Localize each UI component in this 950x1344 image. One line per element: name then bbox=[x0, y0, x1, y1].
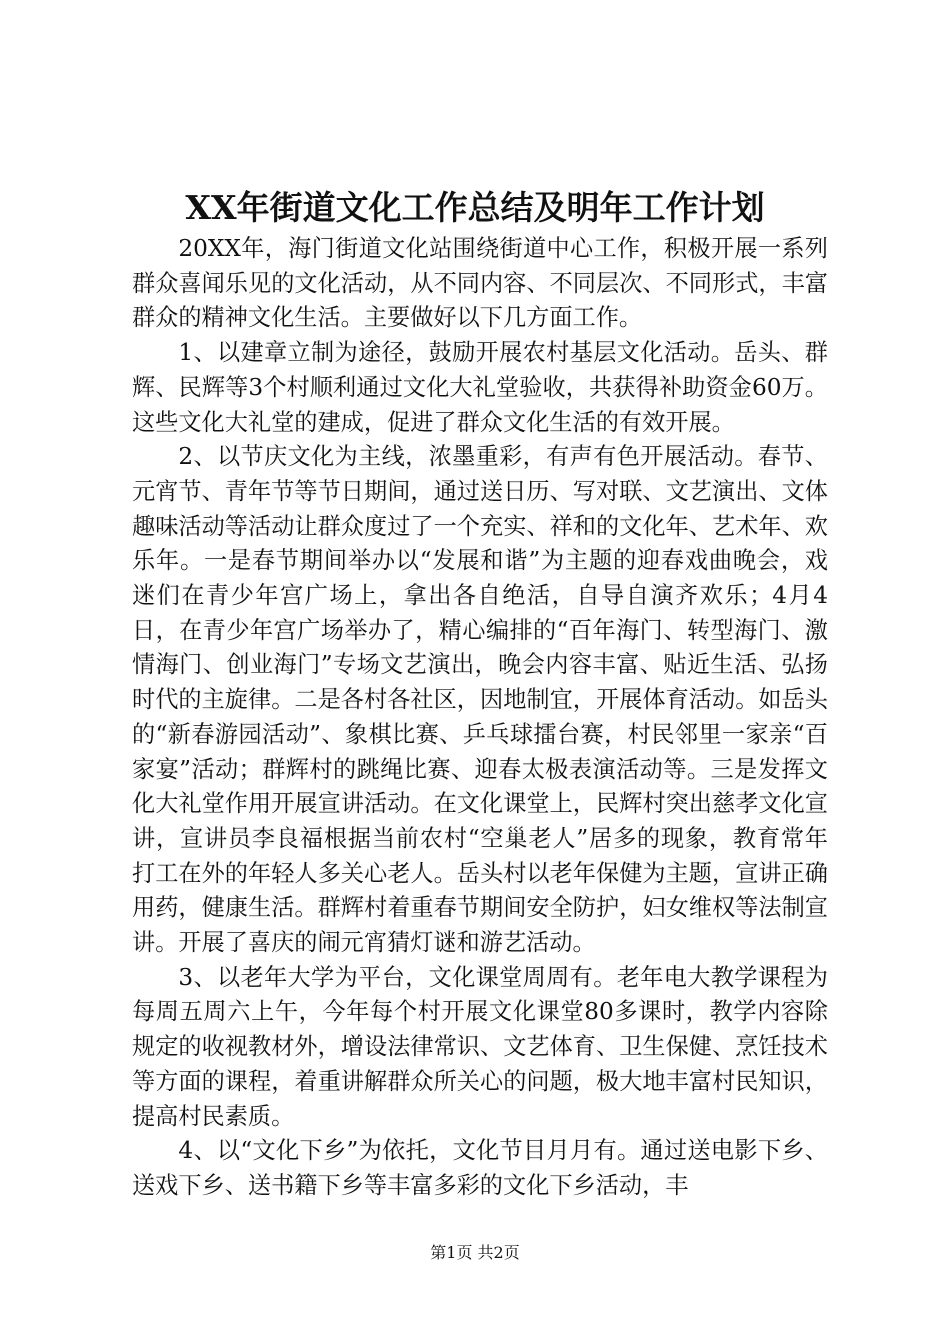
document-title: XX年街道文化工作总结及明年工作计划 bbox=[185, 188, 765, 227]
paragraph-item-3: 3、以老年大学为平台，文化课堂周周有。老年电大教学课程为每周五周六上午，今年每个村开展文化课堂80多课时，教学内容除规定的收视教材外，增设法律常识、文艺体育、卫生保健、烹饪技术等方面的课程，着重讲解群众所关心的问题，极大地丰富村民知识，提高村民素质。 bbox=[132, 963, 828, 1130]
paragraph-item-4: 4、以“文化下乡”为依托，文化节目月月有。通过送电影下乡、送戏下乡、送书籍下乡等丰富多彩的文化下乡活动，丰 bbox=[132, 1137, 828, 1199]
document-body bbox=[132, 232, 828, 1204]
page-number-footer: 第1页 共2页 bbox=[430, 1243, 520, 1262]
paragraph-item-1: 1、以建章立制为途径，鼓励开展农村基层文化活动。岳头、群辉、民辉等3个村顺利通过文化大礼堂验收，共获得补助资金60万。这些文化大礼堂的建成，促进了群众文化生活的有效开展。 bbox=[132, 339, 828, 436]
paragraph-intro: 20XX年，海门街道文化站围绕街道中心工作，积极开展一系列群众喜闻乐见的文化活动，从不同内容、不同层次、不同形式，丰富群众的精神文化生活。主要做好以下几方面工作。 bbox=[132, 235, 828, 332]
paragraph-item-2: 2、以节庆文化为主线，浓墨重彩，有声有色开展活动。春节、元宵节、青年节等节日期间，通过送日历、写对联、文艺演出、文体趣味活动等活动让群众度过了一个充实、祥和的文化年、艺术年、欢乐年。一是春节期间举办以“发展和谐”为主题的迎春戏曲晚会，戏迷们在青少年宫广场上，拿出各自绝活，自导自演齐欢乐；4月4日，在青少年宫广场举办了，精心编排的“百年海门、转型海门、激情海门、创业海门”专场文艺演出，晚会内容丰富、贴近生活、弘扬时代的主旋律。二是各村各社区，因地制宜，开展体育活动。如岳头的“新春游园活动”、象棋比赛、乒乓球擂台赛，村民邻里一家亲“百家宴”活动；群辉村的跳绳比赛、迎春太极表演活动等。三是发挥文化大礼堂作用开展宣讲活动。在文化课堂上，民辉村突出慈孝文化宣讲，宣讲员李良福根据当前农村“空巢老人”居多的现象，教育常年打工在外的年轻人多关心老人。岳头村以老年保健为主题，宣讲正确用药，健康生活。群辉村着重春节期间安全防护，妇女维权等法制宣讲。开展了喜庆的闹元宵猜灯谜和游艺活动。 bbox=[132, 443, 828, 957]
